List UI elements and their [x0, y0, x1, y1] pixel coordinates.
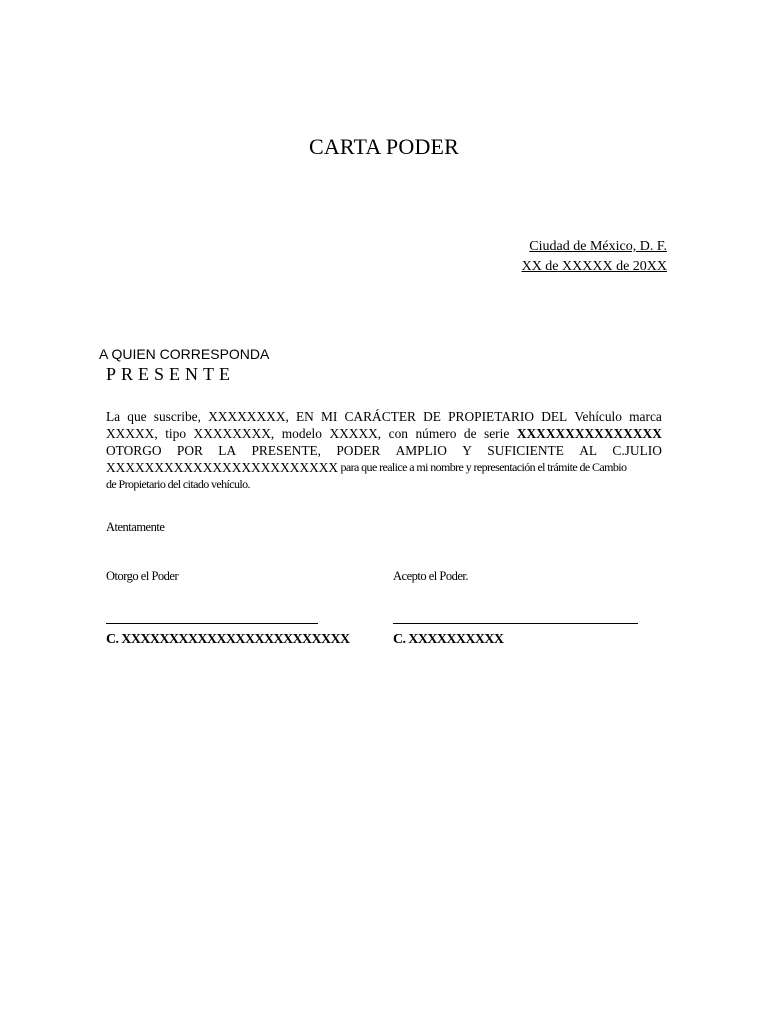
body-word: LA: [218, 443, 237, 458]
body-line-2: [106, 425, 662, 442]
body-word: DE: [423, 409, 441, 424]
body-word: C.JULIO: [612, 443, 662, 458]
body-word: EN: [295, 409, 314, 424]
body-word: XXXXXXXX,: [193, 426, 275, 441]
body-word: DEL: [541, 409, 568, 424]
place-text: Ciudad de México, D. F.: [529, 239, 667, 254]
place-and-date: [522, 237, 667, 277]
body-line-4: [106, 459, 662, 476]
document-title: CARTA PODER: [308, 134, 460, 159]
grantee-signature-line: [393, 623, 638, 624]
body-word: serie: [484, 426, 510, 441]
presente-heading: PRESENTE: [106, 364, 236, 384]
body-word: SUFICIENTE: [487, 443, 564, 458]
body-line-1: [106, 408, 662, 425]
body-word: que: [127, 409, 147, 424]
body-word: tipo: [165, 426, 187, 441]
serial-number: XXXXXXXXXXXXXXX: [516, 426, 662, 441]
grantor-signature-line: [106, 623, 318, 624]
body-word: número: [415, 426, 457, 441]
body-word: Vehículo: [574, 409, 622, 424]
body-word: AL: [579, 443, 598, 458]
body-word: XXXXXXXX,: [208, 409, 289, 424]
body-word: XXXXX,: [106, 426, 158, 441]
attorney-name: XXXXXXXXXXXXXXXXXXXXXXXX: [106, 460, 339, 475]
body-word: CARÁCTER: [344, 409, 416, 424]
body-word: XXXXX,: [329, 426, 382, 441]
body-word: marca: [629, 409, 662, 424]
body-word: modelo: [281, 426, 322, 441]
body-word: PRESENTE,: [251, 443, 322, 458]
grantee-label: Acepto el Poder.: [393, 569, 468, 583]
body-word: de: [463, 426, 477, 441]
body-word: con: [388, 426, 408, 441]
body-word: AMPLIO: [395, 443, 447, 458]
body-word: PROPIETARIO: [448, 409, 535, 424]
body-word: Y: [462, 443, 472, 458]
recipient-heading: A QUIEN CORRESPONDA: [99, 346, 270, 362]
grantor-name: C. XXXXXXXXXXXXXXXXXXXXXXXX: [106, 632, 350, 647]
body-word: MI: [320, 409, 338, 424]
body-line-4-rest: para que realice a mi nombre y representación el trámite de Cambio: [338, 460, 627, 474]
closing-text: Atentamente: [106, 520, 165, 534]
grantor-label: Otorgo el Poder: [106, 569, 179, 583]
body-line-3: [106, 442, 662, 459]
grantee-name: C. XXXXXXXXXX: [393, 632, 504, 647]
body-paragraph: [106, 408, 662, 493]
date-text: XX de XXXXX de 20XX: [521, 259, 667, 274]
body-word: La: [106, 409, 121, 424]
body-line-5-text: de Propietario del citado vehículo.: [106, 477, 250, 491]
body-word: PODER: [336, 443, 381, 458]
body-word: POR: [176, 443, 203, 458]
body-word: suscribe,: [153, 409, 201, 424]
body-word: OTORGO: [106, 443, 162, 458]
body-line-5: [106, 476, 662, 493]
